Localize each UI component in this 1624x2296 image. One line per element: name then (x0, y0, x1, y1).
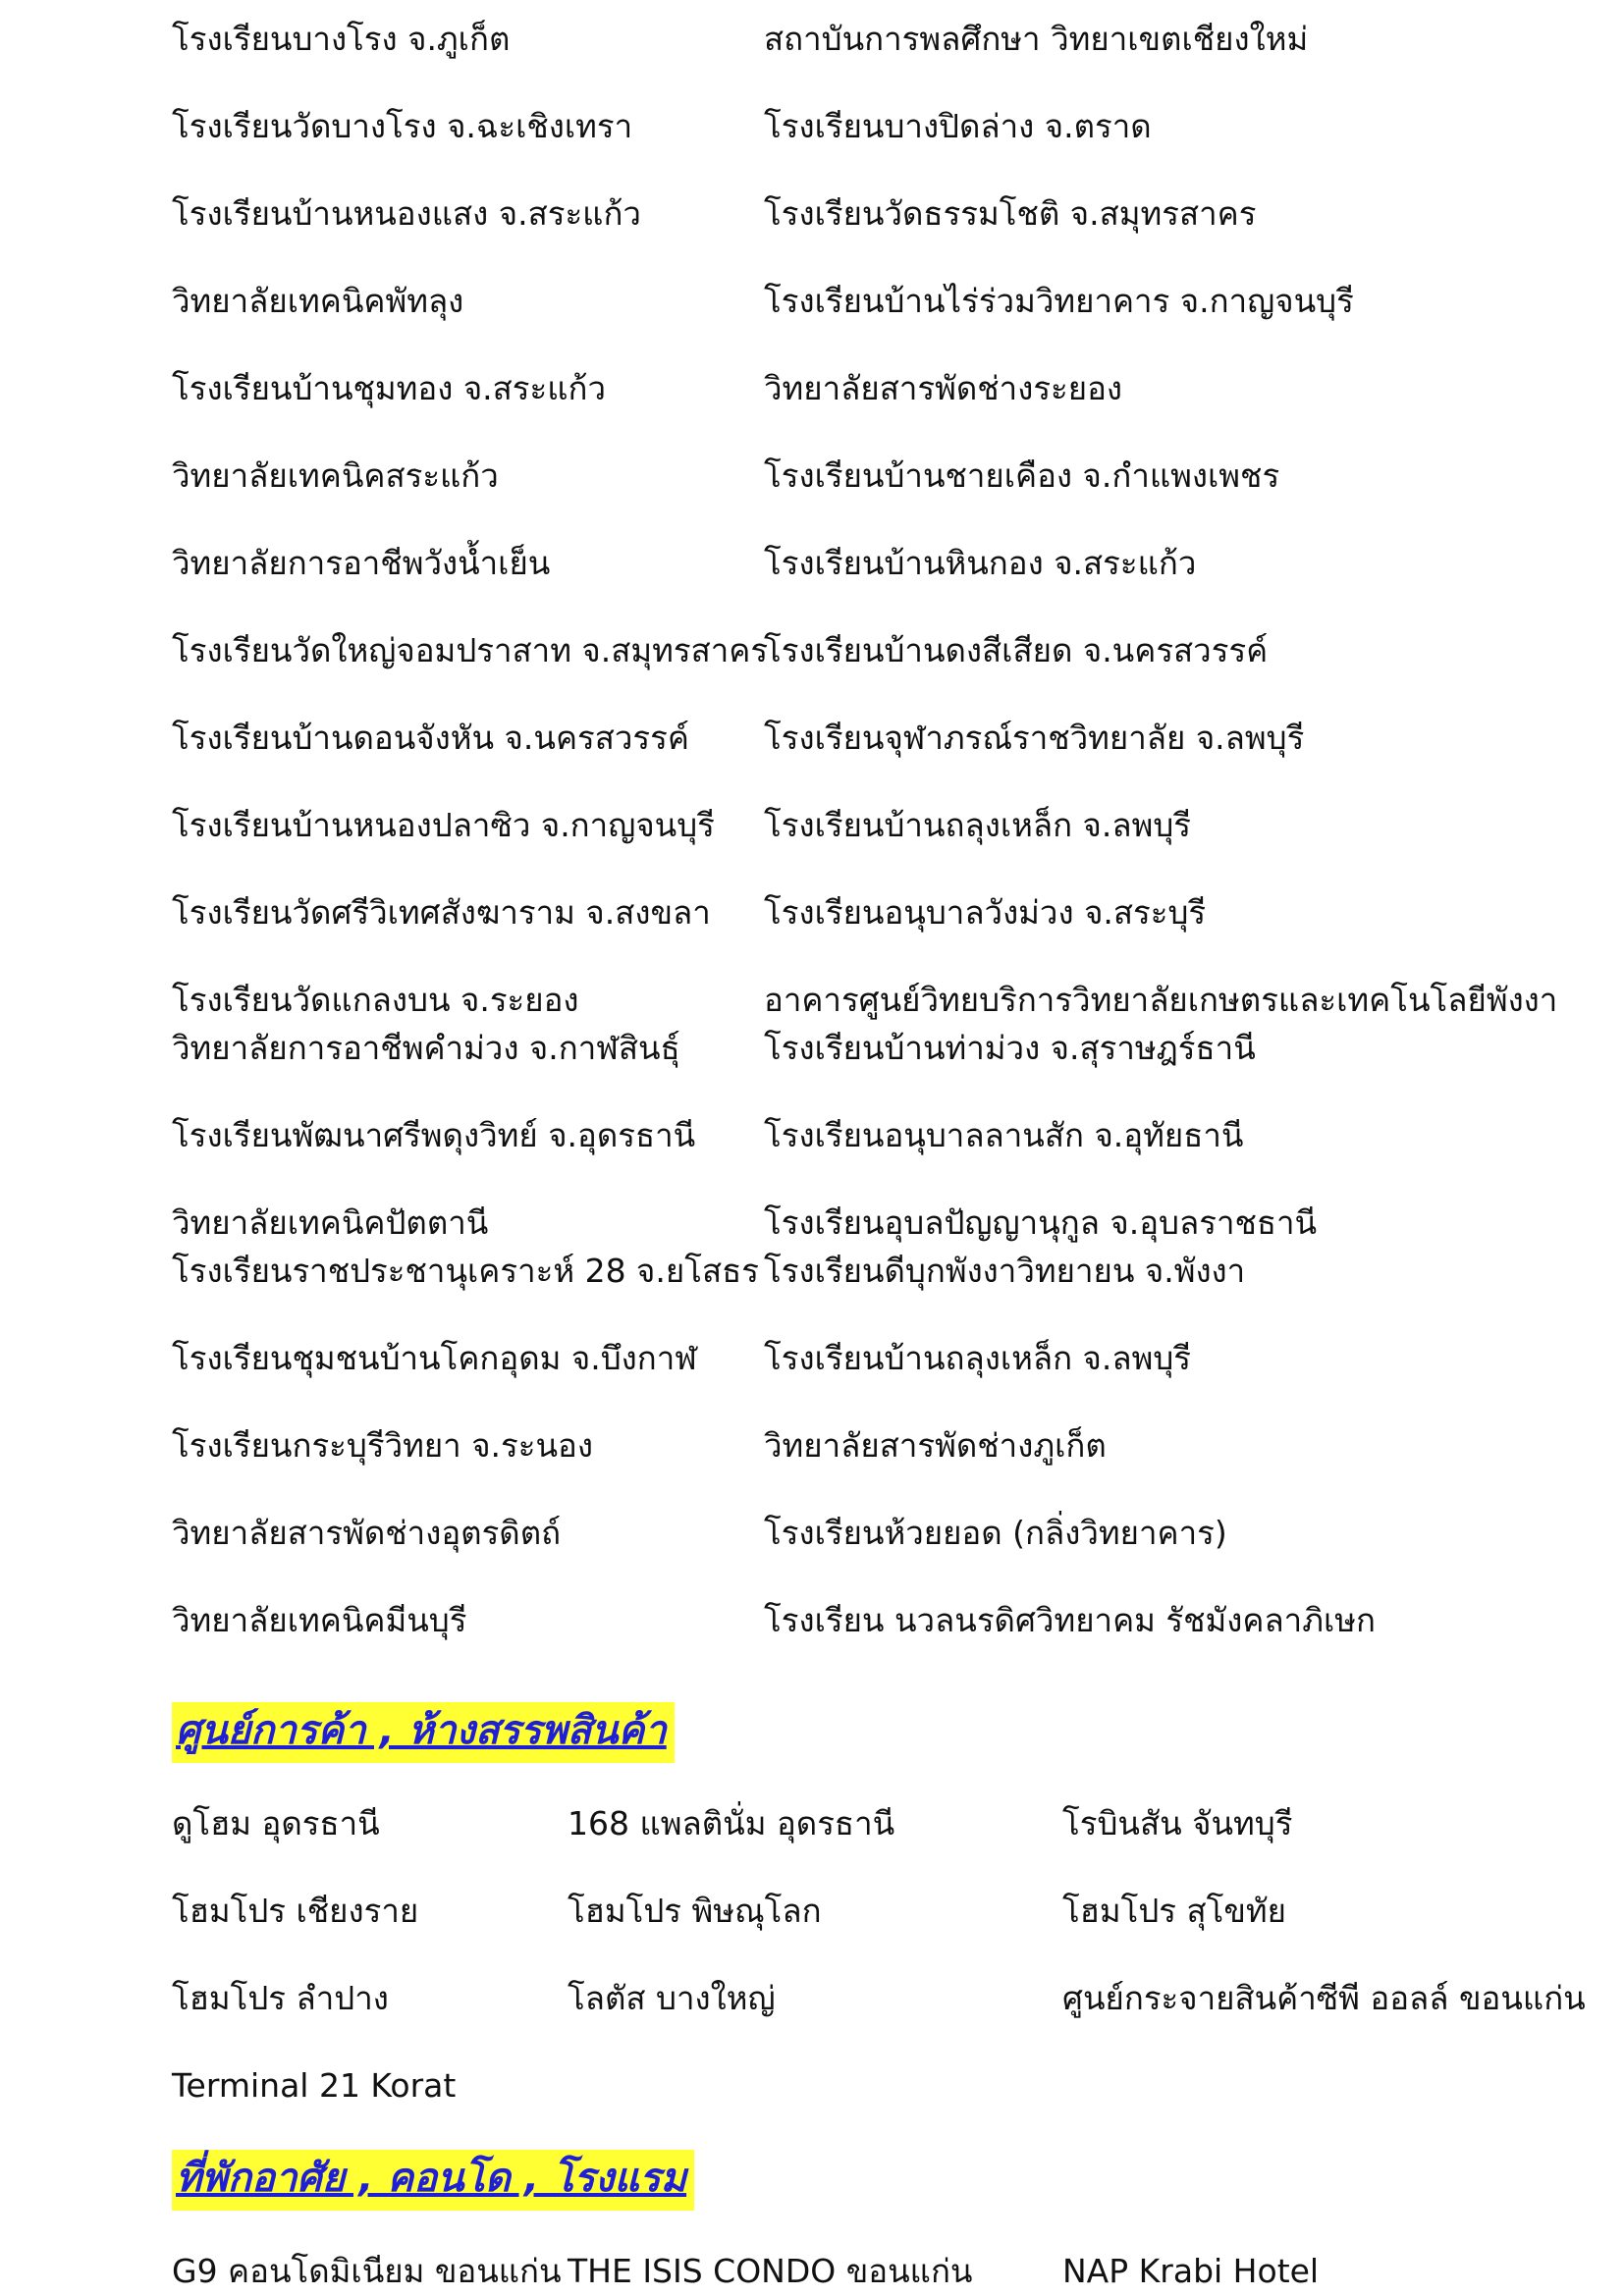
school-name: โรงเรียนบ้านชุมทอง จ.สระแก้ว (172, 369, 607, 407)
school-name: โรงเรียนห้วยยอด (กลิ่งวิทยาคาร) (764, 1514, 1227, 1552)
school-name: โรงเรียนอนุบาลวังม่วง จ.สระบุรี (764, 893, 1207, 932)
school-name: โรงเรียนอุบลปัญญานุกูล จ.อุบลราชธานี (764, 1203, 1318, 1242)
school-name: วิทยาลัยเทคนิคพัทลุง (172, 282, 464, 320)
school-name: วิทยาลัยสารพัดช่างภูเก็ต (764, 1426, 1107, 1465)
school-name: โรงเรียนบ้านถลุงเหล็ก จ.ลพบุรี (764, 806, 1192, 844)
school-name: โรงเรียน นวลนรดิศวิทยาคม รัชมังคลาภิเษก (764, 1601, 1376, 1639)
school-name: วิทยาลัยสารพัดช่างอุตรดิตถ์ (172, 1514, 562, 1552)
lodging-name: THE ISIS CONDO ขอนแก่น (568, 2252, 973, 2290)
school-name: โรงเรียนวัดแกลงบน จ.ระยอง (172, 981, 579, 1019)
school-name: โรงเรียนบ้านหนองปลาซิว จ.กาญจนบุรี (172, 806, 715, 844)
school-name: โรงเรียนบ้านถลุงเหล็ก จ.ลพบุรี (764, 1339, 1192, 1377)
mall-name: โฮมโปร พิษณุโลก (568, 1892, 822, 1930)
mall-name: 168 แพลตินั่ม อุดรธานี (568, 1804, 895, 1842)
school-name: โรงเรียนบางปิดล่าง จ.ตราด (764, 107, 1152, 145)
section-heading-malls: ศูนย์การค้า , ห้างสรรพสินค้า (172, 1702, 675, 1763)
school-name: โรงเรียนบ้านดอนจังหัน จ.นครสวรรค์ (172, 719, 689, 757)
mall-name: โฮมโปร เชียงราย (172, 1892, 419, 1930)
school-name: โรงเรียนวัดใหญ่จอมปราสาท จ.สมุทรสาคร (172, 631, 769, 669)
school-name: โรงเรียนบ้านหินกอง จ.สระแก้ว (764, 544, 1197, 582)
mall-name: โฮมโปร ลำปาง (172, 1979, 389, 2017)
school-name: วิทยาลัยสารพัดช่างระยอง (764, 369, 1123, 407)
mall-name: ศูนย์กระจายสินค้าซีพี ออลล์ ขอนแก่น (1062, 1979, 1586, 2017)
school-name: โรงเรียนบ้านท่าม่วง จ.สุราษฎร์ธานี (764, 1029, 1256, 1067)
mall-name: โลตัส บางใหญ่ (568, 1979, 776, 2017)
mall-name: โรบินสัน จันทบุรี (1062, 1804, 1293, 1842)
school-name: โรงเรียนชุมชนบ้านโคกอุดม จ.บึงกาฬ (172, 1339, 697, 1377)
school-name: โรงเรียนกระบุรีวิทยา จ.ระนอง (172, 1426, 593, 1465)
lodging-name: NAP Krabi Hotel (1062, 2252, 1320, 2290)
school-name: สถาบันการพลศึกษา วิทยาเขตเชียงใหม่ (764, 20, 1309, 58)
school-name: วิทยาลัยเทคนิคปัตตานี (172, 1203, 489, 1242)
school-name: โรงเรียนดีบุกพังงาวิทยายน จ.พังงา (764, 1252, 1246, 1290)
school-name: โรงเรียนจุฬาภรณ์ราชวิทยาลัย จ.ลพบุรี (764, 719, 1305, 757)
school-name: วิทยาลัยเทคนิคสระแก้ว (172, 456, 499, 495)
school-name: โรงเรียนบ้านชายเคือง จ.กำแพงเพชร (764, 456, 1280, 495)
school-name: วิทยาลัยการอาชีพคำม่วง จ.กาฬสินธุ์ (172, 1029, 680, 1067)
school-name: โรงเรียนราชประชานุเคราะห์ 28 จ.ยโสธร (172, 1252, 759, 1290)
school-name: อาคารศูนย์วิทยบริการวิทยาลัยเกษตรและเทคโนโลยีพังงา (764, 981, 1558, 1019)
school-name: วิทยาลัยเทคนิคมีนบุรี (172, 1601, 467, 1639)
school-name: โรงเรียนวัดศรีวิเทศสังฆาราม จ.สงขลา (172, 893, 711, 932)
school-name: โรงเรียนบ้านดงสีเสียด จ.นครสวรรค์ (764, 631, 1269, 669)
lodging-name: G9 คอนโดมิเนียม ขอนแก่น (172, 2252, 562, 2290)
school-name: โรงเรียนบ้านหนองแสง จ.สระแก้ว (172, 194, 641, 233)
school-name: โรงเรียนวัดธรรมโชติ จ.สมุทรสาคร (764, 194, 1257, 233)
school-name: โรงเรียนพัฒนาศรีพดุงวิทย์ จ.อุดรธานี (172, 1116, 696, 1154)
mall-name: ดูโฮม อุดรธานี (172, 1804, 380, 1842)
school-name: โรงเรียนวัดบางโรง จ.ฉะเชิงเทรา (172, 107, 633, 145)
mall-name: โฮมโปร สุโขทัย (1062, 1892, 1287, 1930)
school-name: โรงเรียนบางโรง จ.ภูเก็ต (172, 20, 511, 58)
school-name: โรงเรียนบ้านไร่ร่วมวิทยาคาร จ.กาญจนบุรี (764, 282, 1354, 320)
school-name: โรงเรียนอนุบาลลานสัก จ.อุทัยธานี (764, 1116, 1244, 1154)
school-name: วิทยาลัยการอาชีพวังน้ำเย็น (172, 544, 551, 582)
mall-name: Terminal 21 Korat (172, 2066, 457, 2105)
section-heading-lodging: ที่พักอาศัย , คอนโด , โรงแรม (172, 2150, 694, 2211)
